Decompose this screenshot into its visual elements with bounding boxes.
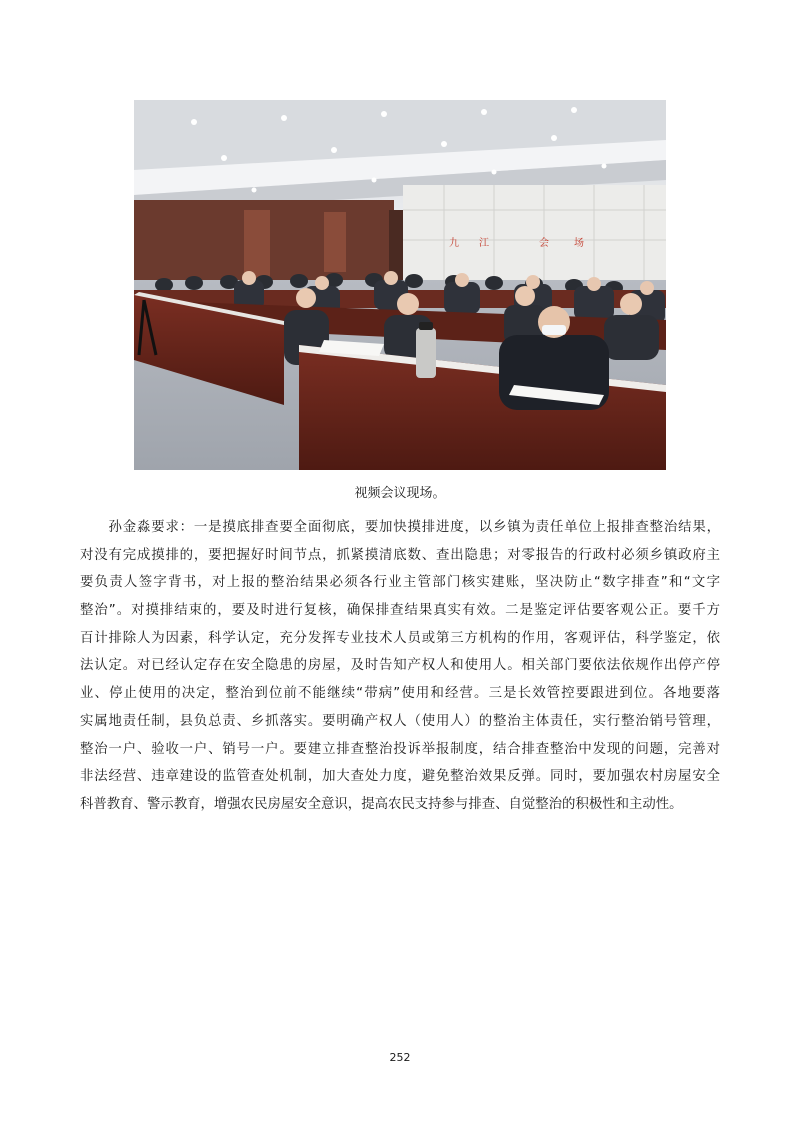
paragraph-line: 业、停止使用的决定，整治到位前不能继续“带病”使用和经营。三是长效管控要跟进到位。各地要落 <box>80 686 720 702</box>
banner-char: 九 <box>449 238 459 249</box>
paragraph-line: 百计排除人为因素，科学认定，充分发挥专业技术人员或第三方机构的作用，客观评估，科学鉴定，依 <box>80 630 720 646</box>
paragraph-line: 要负责人签字背书，对上报的整治结果必须各行业主管部门核实建账，坚决防止“数字排查”和“文字 <box>80 575 720 591</box>
paragraph-line: 整治”。对摸排结束的，要及时进行复核，确保排查结果真实有效。二是鉴定评估要客观公正。要千方 <box>80 603 720 619</box>
paragraph-line: 科普教育、警示教育，增强农民房屋安全意识，提高农民支持参与排查、自觉整治的积极性和主动性。 <box>80 796 683 812</box>
banner-char: 江 <box>479 238 489 249</box>
photo-caption: 视频会议现场。 <box>354 486 446 501</box>
banner-char: 会 <box>539 238 549 249</box>
paragraph-line: 实属地责任制，县负总责、乡抓落实。要明确产权人（使用人）的整治主体责任，实行整治销号管理， <box>80 713 720 729</box>
paragraph-line: 对没有完成摸排的，要把握好时间节点，抓紧摸清底数、查出隐患；对零报告的行政村必须乡镇政府主 <box>80 547 720 563</box>
paragraph-line: 整治一户、验收一户、销号一户。要建立排查整治投诉举报制度，结合排查整治中发现的问题，完善对 <box>80 741 720 757</box>
paragraph-line: 孙金淼要求：一是摸底排查要全面彻底，要加快摸排进度，以乡镇为责任单位上报排查整治结果， <box>80 520 720 535</box>
page-number: 252 <box>389 1051 411 1064</box>
banner-char: 场 <box>574 238 584 249</box>
paragraph-line: 法认定。对已经认定存在安全隐患的房屋，及时告知产权人和使用人。相关部门要依法依规作出停产停 <box>80 658 720 674</box>
paragraph-line: 非法经营、违章建设的监管查处机制，加大查处力度，避免整治效果反弹。同时，要加强农村房屋安全 <box>80 769 720 785</box>
conference-room-photo <box>134 100 666 470</box>
body-paragraph <box>80 514 720 819</box>
